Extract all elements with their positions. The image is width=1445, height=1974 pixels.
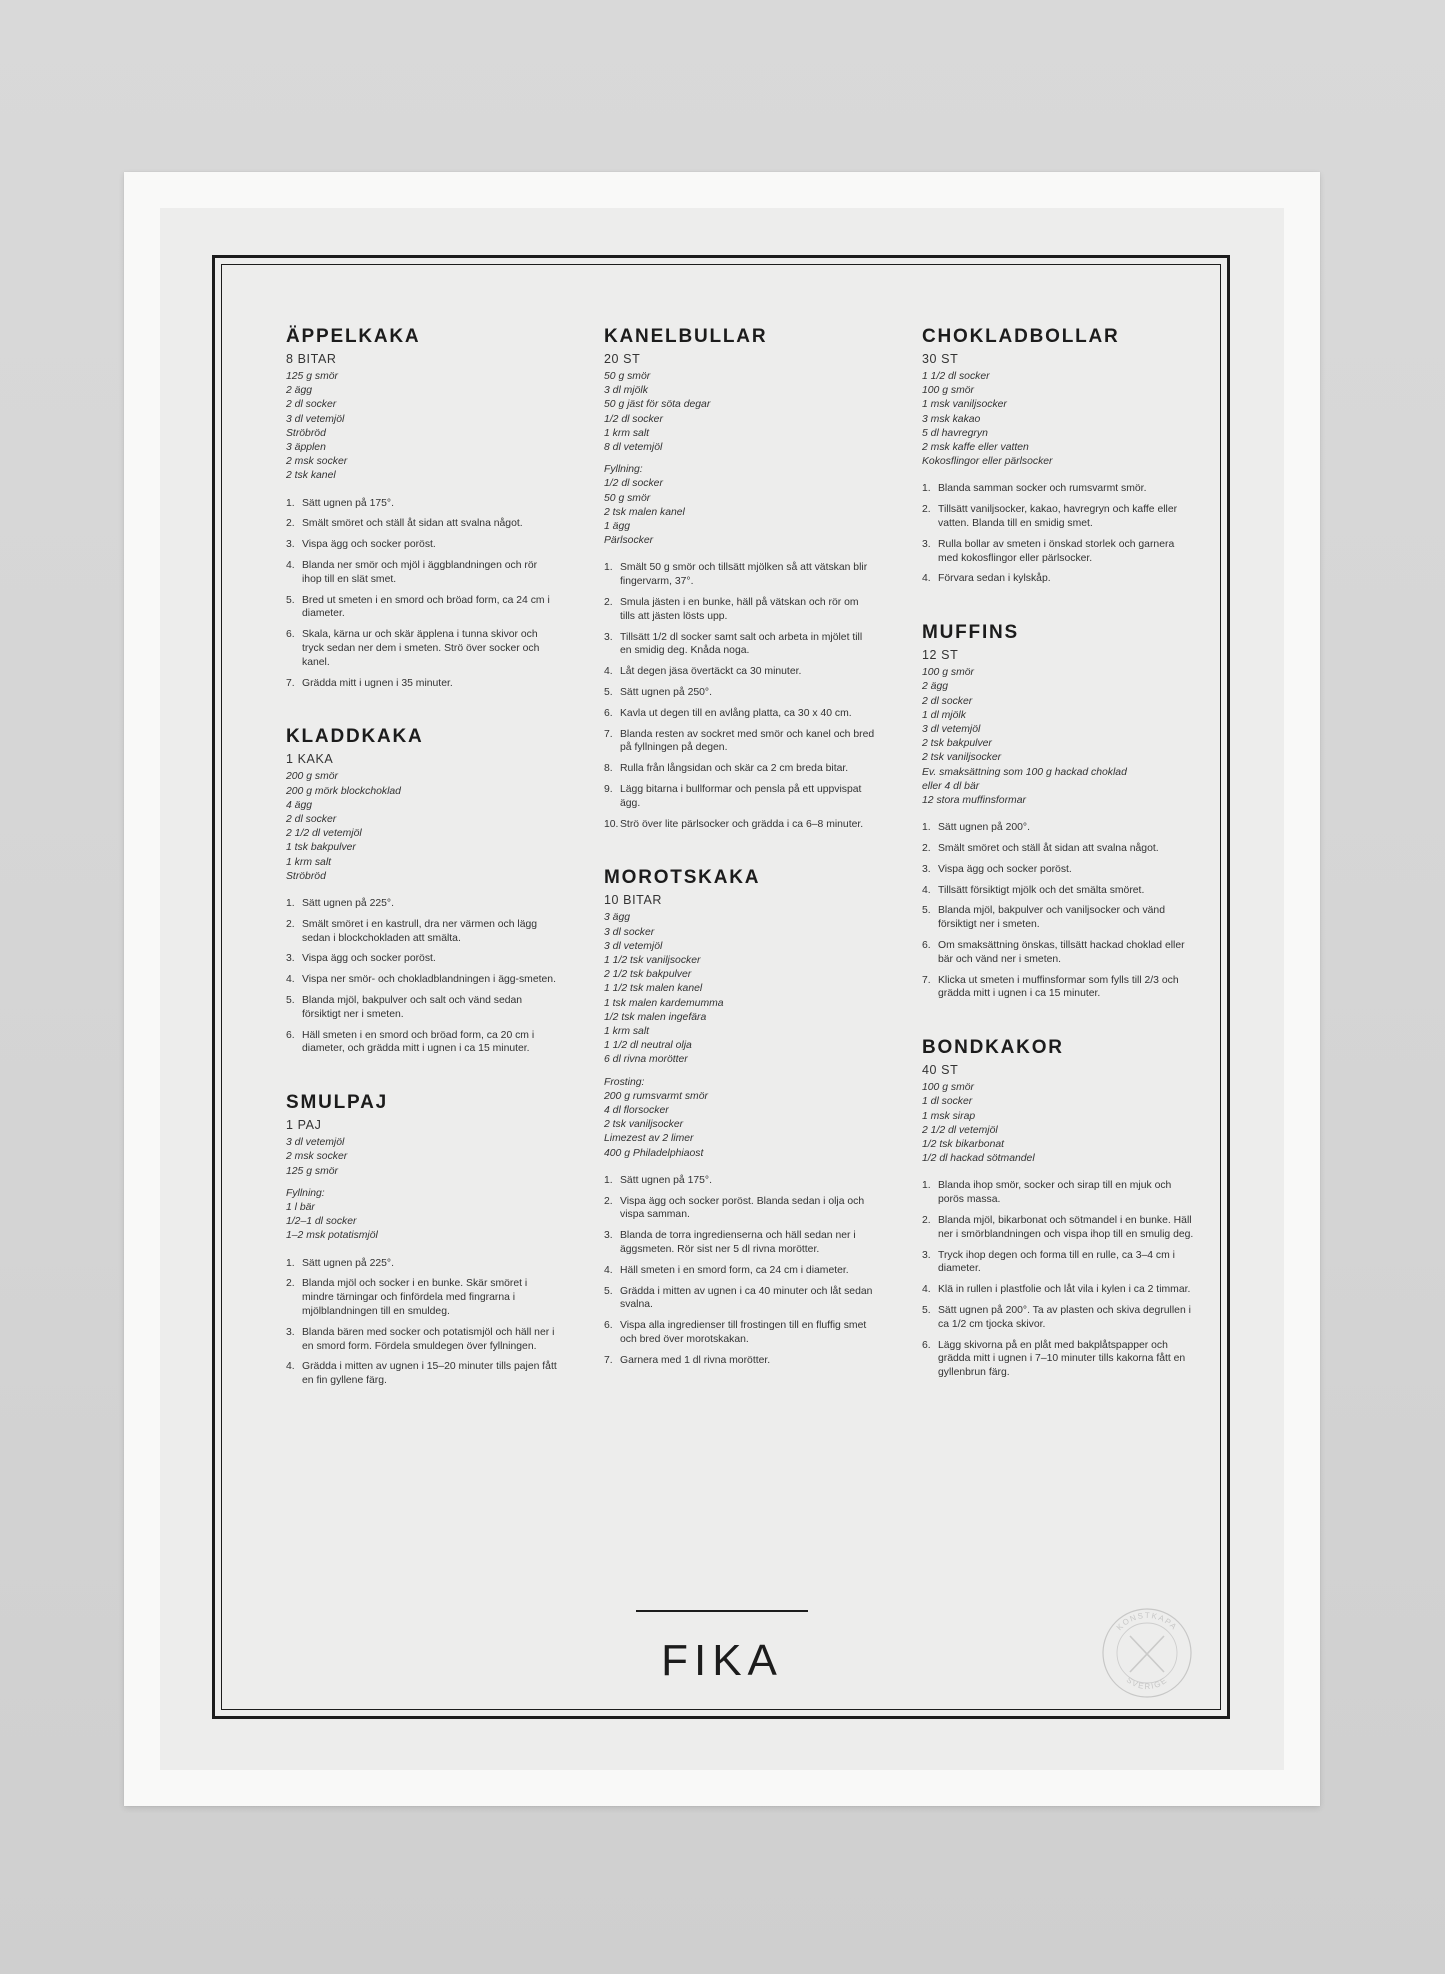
ingredient: 1 krm salt: [286, 856, 332, 868]
step: [922, 1214, 1194, 1242]
recipe: [922, 326, 1194, 586]
step-number: 4.: [922, 884, 931, 896]
step-number: 5.: [922, 905, 931, 917]
ingredient-list: [286, 1136, 558, 1179]
step-number: 3.: [286, 539, 295, 551]
step: [604, 783, 876, 811]
ingredient: 2 1/2 dl vetemjöl: [286, 828, 362, 840]
svg-text:SVERIGE: [1125, 1675, 1170, 1691]
ingredient: 200 g mörk blockchoklad: [286, 785, 401, 797]
ingredient: 1 1/2 tsk vaniljsocker: [604, 955, 701, 966]
ingredient: 5 dl havregryn: [922, 427, 988, 439]
step-number: 7.: [286, 677, 295, 689]
ingredient: 2 ägg: [922, 681, 949, 693]
step-number: 6.: [922, 1339, 931, 1351]
svg-text:KONSTKAPA: [1115, 1611, 1179, 1632]
step: [922, 538, 1194, 566]
step: [286, 973, 558, 987]
step-text: Häll smeten i en smord och bröad form, ca 20 cm i diameter, och grädda mitt i ugnen i ca 15 minuter.: [302, 1029, 535, 1055]
ingredient-list: [922, 370, 1194, 469]
step-list: [922, 1179, 1194, 1380]
ingredient: 3 dl vetemjöl: [922, 724, 981, 736]
filling-list: [286, 1187, 558, 1244]
ingredient: Ströbröd: [286, 870, 326, 882]
step-number: 3.: [604, 631, 613, 643]
step-number: 1.: [922, 1180, 931, 1192]
recipe-title: SMULPAJ: [286, 1092, 388, 1114]
step: [922, 1249, 1194, 1277]
ingredient: 2 1/2 dl vetemjöl: [922, 1124, 998, 1136]
step: [922, 1304, 1194, 1332]
step-number: 1.: [286, 1257, 295, 1269]
recipe-title: BONDKAKOR: [922, 1037, 1064, 1059]
step-number: 2.: [922, 1215, 931, 1227]
ingredient: 1 krm salt: [604, 1026, 650, 1038]
step-text: Tillsätt försiktigt mjölk och det smälta smöret.: [938, 884, 1145, 896]
step-number: 2.: [286, 1278, 295, 1290]
ingredient: 200 g rumsvarmt smör: [604, 1090, 708, 1102]
step-text: Blanda mjöl, bakpulver och vaniljsocker och vänd försiktigt ner i smeten.: [938, 905, 1165, 931]
step: [922, 939, 1194, 967]
step-number: 5.: [286, 995, 295, 1006]
seal-top-text: KONSTKAPA: [1114, 1610, 1180, 1633]
recipe: [286, 1092, 558, 1388]
step: [286, 918, 558, 946]
ingredient: 100 g smör: [922, 1082, 974, 1094]
step-text: Rulla bollar av smeten i önskad storlek och garnera med kokosflingor eller pärlsocker.: [938, 538, 1175, 564]
ingredient: 1 dl socker: [922, 1096, 973, 1108]
step: [604, 1229, 876, 1257]
ingredient: 8 dl vetemjöl: [604, 442, 663, 454]
ingredient: 2 dl socker: [922, 695, 973, 707]
step: [922, 1179, 1194, 1207]
ingredient: 12 stora muffinsformar: [922, 795, 1026, 807]
ingredient: 1 l bär: [286, 1202, 315, 1213]
step-text: Grädda mitt i ugnen i 35 minuter.: [302, 677, 453, 689]
step-number: 6.: [922, 940, 931, 952]
step-text: Lägg bitarna i bullformar och pensla på ett uppvispat ägg.: [620, 784, 862, 809]
step: [922, 821, 1194, 835]
step: [286, 517, 558, 531]
step-text: Tillsätt 1/2 dl socker samt salt och arbeta in mjölet till en smidig deg. Knåda noga.: [620, 631, 863, 657]
step-list: [922, 821, 1194, 1001]
ingredient: 50 g jäst för söta degar: [604, 399, 711, 411]
step-text: Smält 50 g smör och tillsätt mjölken så att vätskan blir fingervarm, 37°.: [620, 562, 868, 588]
ingredient: 1 1/2 dl neutral olja: [604, 1040, 692, 1052]
embossed-seal-icon: [1100, 1606, 1194, 1700]
step-number: 4.: [286, 1361, 295, 1373]
ingredient: 1 msk sirap: [922, 1110, 976, 1122]
step: [922, 863, 1194, 877]
step: [922, 1283, 1194, 1297]
step-text: Smält smöret och ställ åt sidan att svalna något.: [302, 518, 523, 530]
ingredient: 2 msk socker: [286, 456, 348, 468]
step-text: Grädda i mitten av ugnen i 15–20 minuter tills pajen fått en fin gyllene färg.: [302, 1361, 557, 1387]
step: [604, 1285, 876, 1313]
step: [286, 1360, 558, 1388]
step-text: Klä in rullen i plastfolie och låt vila i kylen i ca 2 timmar.: [938, 1284, 1191, 1296]
ingredient: 2 tsk kanel: [286, 470, 336, 482]
step: [604, 631, 876, 659]
ingredient: 50 g smör: [604, 492, 651, 504]
ingredient: 2 tsk bakpulver: [922, 738, 992, 750]
recipe: [286, 326, 558, 690]
step-text: Strö över lite pärlsocker och grädda i ca 6–8 minuter.: [620, 818, 864, 830]
ingredient: 3 msk kakao: [922, 413, 981, 425]
step-text: Vispa ner smör- och chokladblandningen i ägg-smeten.: [302, 974, 556, 986]
ingredient: 1 tsk bakpulver: [286, 842, 356, 854]
ingredient: Limezest av 2 limer: [604, 1133, 694, 1145]
step: [922, 904, 1194, 932]
step-text: Låt degen jäsa övertäckt ca 30 minuter.: [620, 666, 802, 678]
ingredient: Pärlsocker: [604, 535, 654, 547]
step-text: Blanda mjöl och socker i en bunke. Skär smöret i mindre tärningar och finfördela med fingrarna i mjölblandningen till en smuldeg.: [302, 1278, 528, 1317]
recipe-column-2: [604, 326, 876, 1404]
recipe-yield: 12 ST: [922, 648, 959, 663]
ingredient: 2 dl socker: [286, 399, 337, 411]
ingredient: 125 g smör: [286, 1165, 338, 1177]
ingredient: 3 äpplen: [286, 442, 326, 454]
step: [286, 1326, 558, 1354]
step: [286, 538, 558, 552]
step: [604, 1174, 876, 1188]
recipe-column-1: [286, 326, 558, 1424]
step-number: 10.: [604, 818, 619, 830]
recipe: [604, 867, 876, 1367]
step-number: 2.: [604, 1195, 613, 1207]
filling-label: Fyllning:: [286, 1187, 325, 1199]
recipe-title: MUFFINS: [922, 622, 1020, 644]
step-number: 1.: [286, 497, 295, 509]
ingredient: Ev. smaksättning som 100 g hackad choklad: [922, 766, 1127, 778]
step-number: 4.: [604, 1264, 613, 1276]
step-text: Blanda bären med socker och potatismjöl och häll ner i en smord form. Fördela smuldegen över fyllningen.: [302, 1326, 555, 1352]
recipe-yield: 1 KAKA: [286, 752, 334, 767]
step-number: 9.: [604, 784, 613, 795]
step: [286, 677, 558, 691]
recipe: [922, 1037, 1194, 1380]
step-number: 5.: [604, 687, 613, 699]
ingredient: 2 tsk vaniljsocker: [922, 752, 1002, 764]
ingredient: 1/2 dl hackad sötmandel: [922, 1153, 1035, 1165]
recipe-title: KLADDKAKA: [286, 726, 424, 748]
ingredient: 2 dl socker: [286, 814, 337, 825]
ingredient: 400 g Philadelphiaost: [604, 1147, 704, 1159]
ingredient-list: [286, 770, 558, 884]
step-text: Grädda i mitten av ugnen i ca 40 minuter och låt sedan svalna.: [620, 1285, 873, 1311]
step-number: 4.: [922, 1284, 931, 1296]
step: [286, 1277, 558, 1318]
step-number: 3.: [922, 863, 931, 875]
ingredient: 1–2 msk potatismjöl: [286, 1230, 378, 1242]
step-text: Blanda samman socker och rumsvarmt smör.: [938, 483, 1147, 495]
recipe-title: MOROTSKAKA: [604, 867, 761, 889]
step: [286, 994, 558, 1022]
ingredient: 1/2 tsk malen ingefära: [604, 1011, 707, 1023]
ingredient: 3 ägg: [604, 912, 631, 924]
step-text: Lägg skivorna på en plåt med bakplåtspapper och grädda mitt i ugnen i 7–10 minuter tills kakorna fått en gyllenbrun färg.: [938, 1339, 1186, 1379]
ingredient: 50 g smör: [604, 371, 651, 382]
step-list: [604, 1174, 876, 1368]
step: [922, 503, 1194, 531]
step: [604, 686, 876, 700]
ingredient: 200 g smör: [286, 771, 338, 783]
step: [604, 728, 876, 756]
ingredient: 1/2–1 dl socker: [286, 1216, 357, 1228]
step-list: [286, 1257, 558, 1388]
step-number: 1.: [604, 562, 613, 574]
step: [286, 897, 558, 911]
recipe-yield: 20 ST: [604, 352, 641, 366]
step: [286, 497, 558, 511]
step-number: 4.: [922, 573, 931, 585]
ingredient-list: [604, 370, 876, 455]
recipe-yield: 10 BITAR: [604, 893, 663, 908]
step: [604, 561, 876, 589]
step-number: 4.: [286, 974, 295, 986]
step-text: Vispa ägg och socker poröst.: [938, 863, 1072, 875]
step-number: 2.: [922, 843, 931, 855]
step-text: Blanda de torra ingredienserna och häll sedan ner i äggsmeten. Rör sist ner 5 dl rivna morötter.: [620, 1230, 856, 1256]
recipe-title: CHOKLADBOLLAR: [922, 326, 1120, 347]
ingredient: 125 g smör: [286, 371, 338, 382]
step-number: 3.: [604, 1230, 613, 1242]
step-text: Kavla ut degen till en avlång platta, ca 30 x 40 cm.: [620, 707, 852, 719]
step-text: Vispa ägg och socker poröst. Blanda sedan i olja och vispa samman.: [620, 1195, 865, 1221]
ingredient: 3 dl vetemjöl: [286, 1137, 345, 1149]
ingredient: 1/2 tsk bikarbonat: [922, 1139, 1005, 1151]
step-text: Tillsätt vaniljsocker, kakao, havregryn och kaffe eller vatten. Blanda till en smidig smet.: [938, 504, 1178, 530]
step-text: Blanda ner smör och mjöl i äggblandningen och rör ihop till en slät smet.: [302, 560, 538, 585]
step-number: 3.: [922, 1249, 931, 1261]
step-number: 5.: [286, 594, 295, 606]
footer-divider: [636, 1610, 808, 1612]
ingredient: 3 dl vetemjöl: [286, 413, 345, 425]
step: [604, 665, 876, 679]
step-text: Blanda mjöl, bikarbonat och sötmandel i en bunke. Häll ner i smörblandningen och vispa ihop till en smulig deg.: [938, 1215, 1194, 1240]
filling-label: Fyllning:: [604, 464, 643, 476]
ingredient: 2 1/2 tsk bakpulver: [604, 969, 692, 981]
step: [922, 842, 1194, 856]
ingredient: 1/2 dl socker: [604, 413, 663, 425]
step-text: Klicka ut smeten i muffinsformar som fylls till 2/3 och grädda mitt i ugnen i ca 15 minuter.: [938, 974, 1179, 1000]
ingredient: 2 msk kaffe eller vatten: [922, 442, 1029, 454]
step-text: Sätt ugnen på 225°.: [302, 1257, 394, 1269]
step-text: Häll smeten i en smord form, ca 24 cm i diameter.: [620, 1264, 849, 1276]
step: [604, 1264, 876, 1278]
step: [286, 952, 558, 966]
step-number: 6.: [604, 1320, 613, 1332]
step: [286, 1257, 558, 1271]
step-text: Skala, kärna ur och skär äpplena i tunna skivor och tryck sedan ner dem i smeten. Strö över socker och kanel.: [302, 629, 540, 668]
step-number: 7.: [922, 974, 931, 986]
step-number: 1.: [604, 1174, 613, 1186]
recipe-title: KANELBULLAR: [604, 326, 768, 347]
step-text: Sätt ugnen på 250°.: [620, 687, 712, 699]
recipe-yield: 8 BITAR: [286, 352, 337, 366]
ingredient: 1 krm salt: [604, 427, 650, 439]
step: [922, 572, 1194, 586]
ingredient: 4 ägg: [286, 799, 313, 811]
step-text: Blanda resten av sockret med smör och kanel och bred på fyllningen på degen.: [620, 728, 875, 754]
step-number: 8.: [604, 763, 613, 775]
step: [604, 818, 876, 832]
step: [604, 1195, 876, 1223]
step-list: [286, 497, 558, 691]
step-number: 1.: [922, 483, 931, 495]
step-list: [604, 561, 876, 831]
poster-title: FIKA: [661, 1636, 783, 1685]
step-number: 5.: [604, 1285, 613, 1297]
step-text: Vispa ägg och socker poröst.: [302, 539, 436, 551]
step-number: 1.: [286, 898, 295, 910]
ingredient: 1 1/2 tsk malen kanel: [604, 983, 703, 995]
ingredient: 1 1/2 dl socker: [922, 371, 990, 382]
ingredient: 2 tsk malen kanel: [604, 506, 685, 518]
step: [286, 1029, 558, 1057]
step: [922, 1339, 1194, 1380]
ingredient: 1 ägg: [604, 521, 631, 533]
recipe-yield: 40 ST: [922, 1063, 959, 1078]
step-text: Vispa alla ingredienser till frostingen till en fluffig smet och bred över morotskakan.: [620, 1320, 867, 1346]
step-number: 2.: [922, 504, 931, 516]
step-number: 7.: [604, 728, 613, 740]
step-number: 2.: [286, 918, 295, 930]
step-number: 2.: [604, 597, 613, 609]
ingredient-list: [604, 911, 876, 1067]
step: [604, 762, 876, 776]
ingredient: 100 g smör: [922, 667, 974, 679]
step-list: [922, 482, 1194, 586]
filling-label: Frosting:: [604, 1076, 645, 1088]
step-text: Sätt ugnen på 200°. Ta av plasten och skiva degrullen i ca 1/2 cm tjocka skivor.: [938, 1305, 1191, 1330]
ingredient-list: [922, 1081, 1194, 1166]
step-text: Smält smöret i en kastrull, dra ner värmen och lägg sedan i blockchokladen att smälta.: [302, 918, 538, 944]
recipe: [922, 622, 1194, 1001]
ingredient: 4 dl florsocker: [604, 1105, 669, 1117]
step-text: Sätt ugnen på 200°.: [938, 822, 1030, 834]
recipe: [604, 326, 876, 831]
recipe-title: ÄPPELKAKA: [286, 326, 421, 347]
step: [604, 1319, 876, 1347]
step-number: 1.: [922, 822, 931, 834]
step: [922, 884, 1194, 898]
recipe-yield: 30 ST: [922, 352, 959, 366]
step-text: Sätt ugnen på 225°.: [302, 898, 394, 910]
step-number: 3.: [922, 538, 931, 550]
ingredient: 1 msk vaniljsocker: [922, 399, 1007, 411]
step-text: Tryck ihop degen och forma till en rulle, ca 3–4 cm i diameter.: [938, 1249, 1175, 1275]
step-text: Rulla från långsidan och skär ca 2 cm breda bitar.: [620, 763, 849, 775]
recipe-yield: 1 PAJ: [286, 1118, 322, 1133]
seal-bottom-text: SVERIGE: [1124, 1675, 1170, 1692]
step-text: Bred ut smeten i en smord och bröad form, ca 24 cm i diameter.: [302, 594, 550, 620]
ingredient: 1 dl mjölk: [922, 709, 966, 721]
ingredient: Kokosflingor eller pärlsocker: [922, 456, 1053, 468]
ingredient: 2 ägg: [286, 385, 313, 397]
step-text: Sätt ugnen på 175°.: [620, 1174, 712, 1186]
filling-list: [604, 463, 876, 548]
step-text: Smula jästen i en bunke, häll på vätskan och rör om tills att jästen lösts upp.: [620, 597, 859, 622]
step-number: 4.: [286, 560, 295, 572]
step-number: 6.: [286, 629, 295, 641]
step: [286, 628, 558, 669]
step: [286, 594, 558, 622]
step-list: [286, 897, 558, 1056]
step-text: Om smaksättning önskas, tillsätt hackad choklad eller bär och vänd ner i smeten.: [938, 940, 1185, 965]
step-number: 2.: [286, 518, 295, 530]
step-number: 3.: [286, 953, 295, 965]
recipe-column-3: [922, 326, 1194, 1416]
ingredient: 2 msk socker: [286, 1151, 348, 1163]
step-text: Smält smöret och ställ åt sidan att svalna något.: [938, 843, 1159, 855]
filling-list: [604, 1076, 876, 1161]
step-number: 6.: [286, 1029, 295, 1041]
step-number: 7.: [604, 1354, 613, 1366]
step-number: 5.: [922, 1305, 931, 1316]
ingredient: 100 g smör: [922, 385, 974, 397]
ingredient: 2 tsk vaniljsocker: [604, 1119, 684, 1131]
ingredient: 3 dl mjölk: [604, 385, 648, 397]
poster: [160, 208, 1284, 1770]
step: [286, 559, 558, 587]
ingredient: Ströbröd: [286, 427, 326, 439]
ingredient: 1 tsk malen kardemumma: [604, 997, 724, 1009]
step-number: 4.: [604, 666, 613, 678]
ingredient: 3 dl vetemjöl: [604, 940, 663, 952]
step-text: Förvara sedan i kylskåp.: [938, 573, 1051, 585]
ingredient: eller 4 dl bär: [922, 780, 980, 792]
step-text: Blanda ihop smör, socker och sirap till en mjuk och porös massa.: [938, 1180, 1172, 1206]
recipe: [286, 726, 558, 1056]
step: [922, 482, 1194, 496]
step: [604, 1354, 876, 1368]
step: [604, 596, 876, 624]
step: [604, 707, 876, 721]
step-number: 3.: [286, 1326, 295, 1338]
step-text: Sätt ugnen på 175°.: [302, 497, 394, 509]
step-number: 6.: [604, 707, 613, 719]
step-text: Blanda mjöl, bakpulver och salt och vänd sedan försiktigt ner i smeten.: [302, 995, 523, 1020]
ingredient-list: [286, 370, 558, 484]
ingredient: 3 dl socker: [604, 926, 655, 938]
ingredient: 6 dl rivna morötter: [604, 1054, 688, 1066]
step-text: Garnera med 1 dl rivna morötter.: [620, 1354, 771, 1366]
step: [922, 974, 1194, 1002]
ingredient: 1/2 dl socker: [604, 478, 663, 490]
ingredient-list: [922, 666, 1194, 808]
step-text: Vispa ägg och socker poröst.: [302, 953, 436, 965]
